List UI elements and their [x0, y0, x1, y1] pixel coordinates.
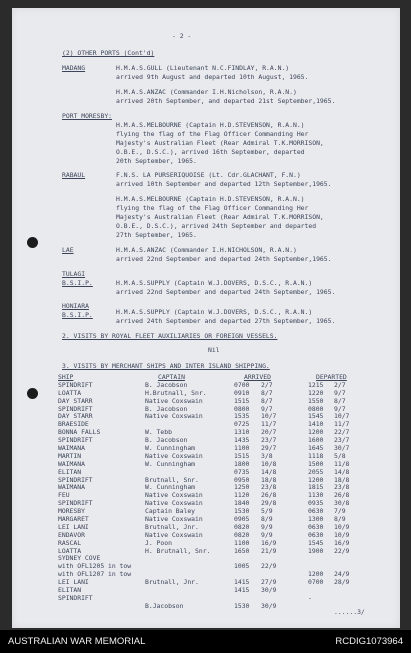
arrived-date-cell: 30/9: [261, 601, 277, 610]
departed-time-cell: 1410: [308, 420, 324, 429]
table-row: [58, 578, 378, 586]
departed-date-cell: 23/8: [334, 483, 350, 492]
arrived-time-cell: 1415: [234, 586, 250, 595]
archive-footer: [0, 630, 411, 653]
table-row: [58, 436, 378, 444]
ship-cell: with OFL1207 in tow: [58, 570, 132, 579]
arrived-time-cell: 1515: [234, 451, 250, 460]
arrived-time-cell: 0800: [234, 404, 250, 413]
arrived-time-cell: 0950: [234, 475, 250, 484]
captain-cell: Native Coxswain: [145, 451, 203, 460]
ship-cell: SPINDRIFT: [58, 593, 93, 602]
departed-time-cell: 1200: [308, 475, 324, 484]
table-row: [58, 452, 378, 460]
entry-line: arrived 22nd September and departed 24th September, 1965.: [116, 288, 336, 296]
table-row: [58, 491, 378, 499]
entry-line: arrived 9th August and departed 10th August, 1965.: [116, 73, 309, 81]
captain-cell: B. Jacobson: [145, 380, 188, 389]
departed-date-cell: 9/7: [334, 404, 346, 413]
captain-cell: Brutnall, Snr.: [145, 475, 199, 484]
captain-cell: W. Cunningham: [145, 483, 196, 492]
captain-cell: B.Jacobson: [145, 601, 184, 610]
arrived-time-cell: 0725: [234, 420, 250, 429]
arrived-date-cell: 10/7: [261, 412, 277, 421]
arrived-date-cell: 8/7: [261, 388, 273, 397]
arrived-date-cell: 20/7: [261, 428, 277, 437]
captain-cell: Native Coxswain: [145, 412, 203, 421]
ship-cell: SPINDRIFT: [58, 404, 93, 413]
port-label: LAE: [62, 246, 74, 254]
departed-time-cell: 1220: [308, 388, 324, 397]
table-row: [58, 381, 378, 389]
arrived-time-cell: 1415: [234, 578, 250, 587]
entry-line: H.M.A.S.MELBOURNE (Captain H.D.STEVENSON, R.A.N.): [116, 195, 305, 203]
arrived-time-cell: 1515: [234, 396, 250, 405]
table-row: [58, 515, 378, 523]
entry-line: flying the flag of the Flag Officer Commanding Her: [116, 204, 309, 212]
table-row: [58, 483, 378, 491]
ship-cell: MORESBY: [58, 507, 85, 516]
port-label: RABAUL: [62, 171, 86, 179]
departed-date-cell: 5/8: [334, 451, 346, 460]
departed-date-cell: 30/7: [334, 444, 350, 453]
captain-cell: B. Jacobson: [145, 436, 188, 445]
departed-time-cell: -: [308, 593, 312, 602]
table-row: [58, 397, 378, 405]
departed-date-cell: 16/9: [334, 538, 350, 547]
entry-line: arrived 24th September and departed 27th September, 1965.: [116, 317, 336, 325]
departed-time-cell: 1200: [308, 428, 324, 437]
table-row: [58, 539, 378, 547]
footer-reference: RCDIG1073964: [335, 636, 403, 647]
departed-time-cell: 1550: [308, 396, 324, 405]
ship-cell: ELITAN: [58, 467, 82, 476]
table-row: [58, 420, 378, 428]
arrived-time-cell: 0820: [234, 530, 250, 539]
ship-cell: FEU: [58, 491, 70, 500]
captain-cell: Native Coxswain: [145, 491, 203, 500]
captain-cell: W. Cunningham: [145, 444, 196, 453]
ship-cell: WAIMANA: [58, 444, 85, 453]
entry-line: H.M.A.S.ANZAC (Commander I.H.Nicholson, R.A.N.): [116, 88, 297, 96]
arrived-date-cell: 2/7: [261, 380, 273, 389]
table-row: [58, 562, 378, 570]
port-label: TULAGI: [62, 270, 86, 278]
captain-cell: Captain Baley: [145, 507, 196, 516]
section-3-heading: 3. VISITS BY MERCHANT SHIPS AND INTER ISLAND SHIPPING.: [62, 362, 270, 370]
arrived-time-cell: 1650: [234, 546, 250, 555]
departed-time-cell: 2055: [308, 467, 324, 476]
arrived-date-cell: 26/8: [261, 491, 277, 500]
captain-cell: W. Cunningham: [145, 459, 196, 468]
departed-date-cell: 10/9: [334, 530, 350, 539]
ship-cell: WAIMANA: [58, 483, 85, 492]
arrived-date-cell: 5/9: [261, 507, 273, 516]
arrived-time-cell: 0910: [234, 388, 250, 397]
departed-date-cell: 30/8: [334, 499, 350, 508]
arrived-date-cell: 8/7: [261, 396, 273, 405]
arrived-time-cell: 1535: [234, 412, 250, 421]
arrived-time-cell: 1310: [234, 428, 250, 437]
entry-line: Majesty's Australian Fleet (Rear Admiral T.K.MORRISON,: [116, 213, 324, 221]
ship-cell: RASCAL: [58, 538, 82, 547]
arrived-date-cell: 22/9: [261, 562, 277, 571]
ship-cell: SPINDRIFT: [58, 380, 93, 389]
punch-hole-upper: [27, 237, 38, 248]
arrived-date-cell: 29/7: [261, 444, 277, 453]
arrived-date-cell: 21/9: [261, 546, 277, 555]
arrived-date-cell: 23/8: [261, 483, 277, 492]
ship-cell: with OFL1205 in tow: [58, 562, 132, 571]
departed-time-cell: 1900: [308, 546, 324, 555]
table-row: [58, 444, 378, 452]
table-row: [58, 507, 378, 515]
entry-line: arrived 10th September and departed 12th September,1965.: [116, 180, 332, 188]
ship-cell: SPINDRIFT: [58, 475, 93, 484]
table-row: [58, 531, 378, 539]
continuation-marker: ......3/: [334, 608, 365, 616]
arrived-time-cell: 0735: [234, 467, 250, 476]
ship-cell: DAY STARR: [58, 412, 93, 421]
section-2b-heading: 2. VISITS BY ROYAL FLEET AUXILIARIES OR FOREIGN VESSELS.: [62, 332, 278, 340]
shipping-table: [58, 373, 378, 610]
entry-line: 20th September, 1965.: [116, 157, 197, 165]
departed-time-cell: 1300: [308, 515, 324, 524]
departed-date-cell: 26/8: [334, 491, 350, 500]
ship-cell: ELITAN: [58, 586, 82, 595]
arrived-date-cell: 3/8: [261, 451, 273, 460]
table-row: [58, 602, 378, 610]
col-header-captain: CAPTAIN: [158, 373, 185, 381]
arrived-time-cell: 0905: [234, 515, 250, 524]
ship-cell: LEI LANI: [58, 522, 89, 531]
ship-cell: ENDAVOR: [58, 530, 85, 539]
departed-time-cell: 1600: [308, 436, 324, 445]
arrived-date-cell: 14/8: [261, 467, 277, 476]
port-label: HONIARA: [62, 302, 89, 310]
arrived-time-cell: 1840: [234, 499, 250, 508]
departed-time-cell: 0630: [308, 507, 324, 516]
ship-cell: SYDNEY COVE: [58, 554, 101, 563]
ship-cell: DAY STARR: [58, 396, 93, 405]
table-header-row: [58, 373, 378, 381]
arrived-date-cell: 8/9: [261, 515, 273, 524]
departed-time-cell: 1215: [308, 380, 324, 389]
departed-time-cell: 1200: [308, 570, 324, 579]
table-row: [58, 523, 378, 531]
arrived-time-cell: 1800: [234, 459, 250, 468]
entry-line: H.M.A.S.GULL (Lieutenant N.C.FINDLAY, R.A.N.): [116, 64, 290, 72]
departed-time-cell: 1545: [308, 412, 324, 421]
table-row: [58, 476, 378, 484]
port-label-sub: B.S.I.P.: [62, 279, 93, 287]
arrived-time-cell: 1530: [234, 507, 250, 516]
entry-line: Majesty's Australian Fleet (Rear Admiral T.K.MORRISON,: [116, 139, 324, 147]
table-row: [58, 412, 378, 420]
captain-cell: Brutnall, Jnr.: [145, 522, 199, 531]
table-row: [58, 389, 378, 397]
departed-date-cell: 10/7: [334, 412, 350, 421]
departed-time-cell: 1130: [308, 491, 324, 500]
departed-time-cell: 0935: [308, 499, 324, 508]
arrived-date-cell: 18/8: [261, 475, 277, 484]
entry-line: H.M.A.S.SUPPLY (Captain W.J.DOVERS, D.S.C., R.A.N.): [116, 279, 313, 287]
table-row: [58, 594, 378, 602]
captain-cell: Native Coxswain: [145, 515, 203, 524]
arrived-date-cell: 16/9: [261, 538, 277, 547]
ship-cell: SPINDRIFT: [58, 499, 93, 508]
departed-time-cell: 0630: [308, 530, 324, 539]
arrived-time-cell: 0820: [234, 522, 250, 531]
entry-line: O.B.E., D.S.C.), arrived 24th September and departed: [116, 222, 317, 230]
departed-date-cell: 7/9: [334, 507, 346, 516]
ship-cell: SPINDRIFT: [58, 436, 93, 445]
ship-cell: MARTIN: [58, 451, 82, 460]
arrived-date-cell: 10/8: [261, 459, 277, 468]
arrived-date-cell: 9/9: [261, 522, 273, 531]
arrived-time-cell: 1435: [234, 436, 250, 445]
entry-line: arrived 22nd September and departed 24th September,1965.: [116, 255, 332, 263]
col-header-arrived: ARRIVED: [244, 373, 271, 381]
arrived-time-cell: 0700: [234, 380, 250, 389]
arrived-date-cell: 11/7: [261, 420, 277, 429]
captain-cell: Native Coxswain: [145, 530, 203, 539]
entry-line: H.M.A.S.ANZAC (Commander I.H.NICHOLSON, R.A.N.): [116, 246, 297, 254]
arrived-time-cell: 1005: [234, 562, 250, 571]
page-number: - 2 -: [172, 32, 192, 40]
arrived-time-cell: 1100: [234, 444, 250, 453]
port-label-sub: B.S.I.P.: [62, 311, 93, 319]
ship-cell: WAIMANA: [58, 459, 85, 468]
departed-time-cell: 1645: [308, 444, 324, 453]
departed-date-cell: 18/8: [334, 475, 350, 484]
table-row: [58, 570, 378, 578]
arrived-time-cell: 1120: [234, 491, 250, 500]
entry-line: O.B.E., D.S.C.), arrived 16th September, departed: [116, 148, 305, 156]
footer-institution: AUSTRALIAN WAR MEMORIAL: [8, 636, 146, 647]
arrived-date-cell: 29/8: [261, 499, 277, 508]
arrived-date-cell: 30/9: [261, 586, 277, 595]
departed-time-cell: 1500: [308, 459, 324, 468]
departed-date-cell: 24/9: [334, 570, 350, 579]
departed-time-cell: 1118: [308, 451, 324, 460]
col-header-departed: DEPARTED: [316, 373, 347, 381]
col-header-ship: SHIP: [58, 373, 74, 381]
captain-cell: Brutnall, Jnr.: [145, 578, 199, 587]
entry-line: H.M.A.S.MELBOURNE (Captain H.D.STEVENSON, R.A.N.): [116, 121, 305, 129]
departed-date-cell: 14/8: [334, 467, 350, 476]
entry-line: arrived 20th September, and departed 21st September,1965.: [116, 97, 336, 105]
entry-line: flying the flag of the Flag Officer Commanding Her: [116, 130, 309, 138]
departed-time-cell: 0700: [308, 578, 324, 587]
table-row: [58, 468, 378, 476]
port-label: PORT MORESBY:: [62, 112, 113, 120]
arrived-time-cell: 1250: [234, 483, 250, 492]
arrived-date-cell: 23/7: [261, 436, 277, 445]
departed-time-cell: 1545: [308, 538, 324, 547]
table-row: [58, 547, 378, 555]
section-2b-body: Nil: [208, 346, 220, 354]
ship-cell: MARGARET: [58, 515, 89, 524]
departed-date-cell: 11/8: [334, 459, 350, 468]
captain-cell: Native Coxswain: [145, 499, 203, 508]
captain-cell: H. Brutnall, Snr.: [145, 546, 211, 555]
departed-date-cell: 11/7: [334, 420, 350, 429]
departed-date-cell: 8/7: [334, 396, 346, 405]
departed-date-cell: 22/9: [334, 546, 350, 555]
table-row: [58, 460, 378, 468]
document-page: [12, 8, 400, 628]
table-row: [58, 499, 378, 507]
departed-date-cell: 2/7: [334, 380, 346, 389]
table-row: [58, 405, 378, 413]
departed-time-cell: 0630: [308, 522, 324, 531]
captain-cell: J. Poon: [145, 538, 172, 547]
arrived-date-cell: 9/7: [261, 404, 273, 413]
arrived-time-cell: 1530: [234, 601, 250, 610]
captain-cell: H.Brutnall, Snr.: [145, 388, 207, 397]
ship-cell: BRAESIDE: [58, 420, 89, 429]
ship-cell: LOATTA: [58, 546, 82, 555]
captain-cell: Native Coxswain: [145, 396, 203, 405]
captain-cell: W. Tebb: [145, 428, 172, 437]
table-row: [58, 554, 378, 562]
departed-time-cell: 0800: [308, 404, 324, 413]
ship-cell: LOATTA: [58, 388, 82, 397]
section-2-heading: (2) OTHER PORTS (Cont'd): [62, 49, 155, 57]
departed-date-cell: 9/7: [334, 388, 346, 397]
departed-date-cell: 22/7: [334, 428, 350, 437]
entry-line: 27th September, 1965.: [116, 231, 197, 239]
captain-cell: B. Jacobson: [145, 404, 188, 413]
port-label: MADANG: [62, 64, 86, 72]
entry-line: H.M.A.S.SUPPLY (Captain W.J.DOVERS, D.S.C., R.A.N.): [116, 308, 313, 316]
arrived-date-cell: 9/9: [261, 530, 273, 539]
departed-date-cell: 28/9: [334, 578, 350, 587]
departed-date-cell: 8/9: [334, 515, 346, 524]
table-row: [58, 586, 378, 594]
departed-date-cell: 10/9: [334, 522, 350, 531]
departed-date-cell: 23/7: [334, 436, 350, 445]
punch-hole-lower: [27, 388, 38, 399]
ship-cell: BONNA FALLS: [58, 428, 101, 437]
arrived-time-cell: 1100: [234, 538, 250, 547]
entry-line: F.N.S. LA PURSERIQUOISE (Lt. Cdr.GLACHANT, F.N.): [116, 171, 301, 179]
table-row: [58, 428, 378, 436]
ship-cell: LEI LANI: [58, 578, 89, 587]
departed-time-cell: 1815: [308, 483, 324, 492]
arrived-date-cell: 27/9: [261, 578, 277, 587]
